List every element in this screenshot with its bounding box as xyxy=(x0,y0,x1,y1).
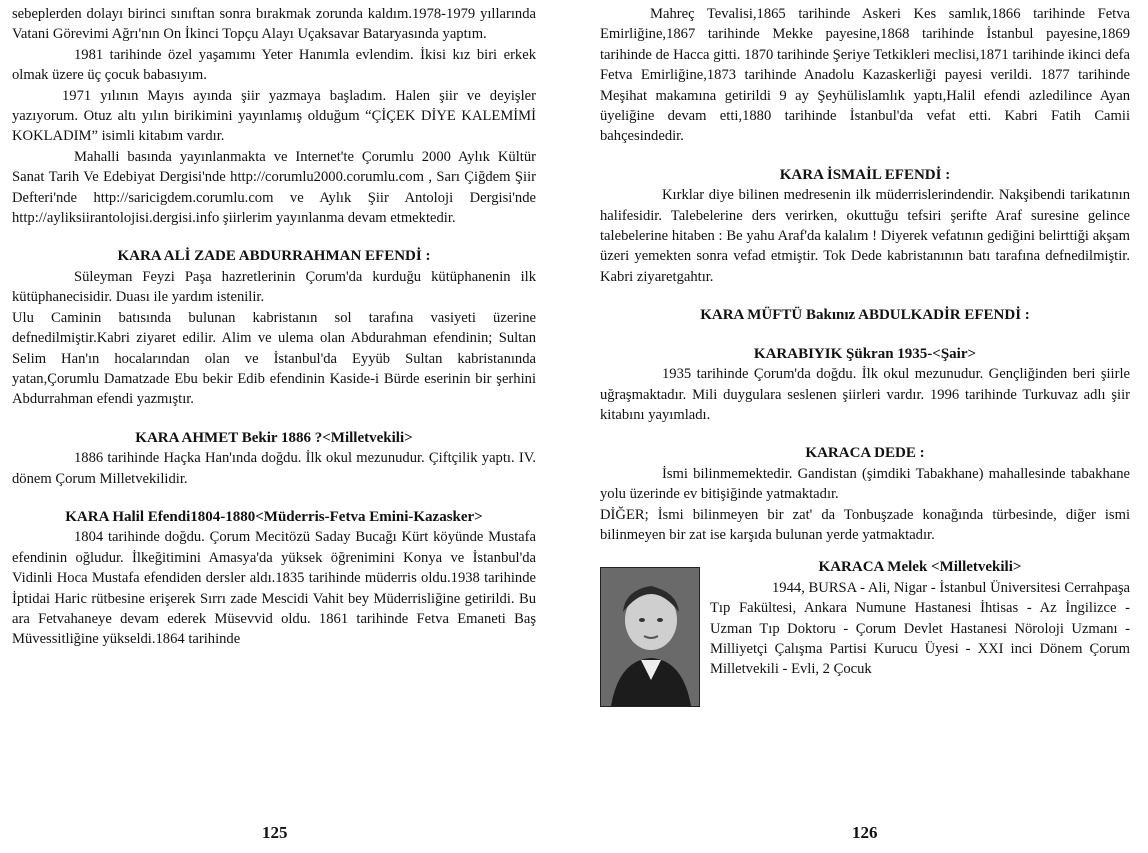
paragraph: 1886 tarihinde Haçka Han'ında doğdu. İlk okul mezunudur. Çiftçilik yaptı. IV. dönem Çorum Milletvekilidir. xyxy=(12,450,536,487)
entry-heading: KARACA DEDE : xyxy=(805,445,925,462)
left-page xyxy=(12,4,536,804)
entry-heading: KARA AHMET Bekir 1886 ?<Milletvekili> xyxy=(135,429,413,446)
entry-heading: KARACA Melek <Milletvekili> xyxy=(818,559,1022,576)
paragraph: Ulu Caminin batısında bulunan kabristanın sol tarafına vasiyeti üzerine defnedilmiştir.Kabri ziyaret edilir. Alim ve ulema olan Abdurahman efendinin; Sultan Selim Han'ın hocalarından olan ve İstanbul'da Eyyüb Sultan kabristanında yatan,Çorumlu Damatzade Ebu bekir Edib efendinin Kaside-i Bürde eserinin bir şerhini Abdurrahman efendi yazmıştır. xyxy=(12,309,536,408)
page-number: 126 xyxy=(852,823,878,842)
page-number: 125 xyxy=(262,823,288,842)
paragraph: Mahalli basında yayınlanmakta ve Internet'te Çorumlu 2000 Aylık Kültür Sanat Tarih Ve Edebiyat Dergisi'nde http://corumlu2000.corumlu.com , Sarı Çiğdem Şiir Defteri'nde http://saricigdem.corumlu.com ve Aylık Şiir Antoloji Dergisi'nde http://ayliksiirantolojisi.dergisi.info şiirlerim yayınlanma devam etmektedir. xyxy=(12,148,536,227)
entry-heading: KARA ALİ ZADE ABDURRAHMAN EFENDİ : xyxy=(117,248,431,265)
paragraph: 1935 tarihinde Çorum'da doğdu. İlk okul mezunudur. Gençliğinden beri şiirle uğraşmaktadır. Mili duygulara seslenen şiirleri vardır. 1996 tarihinde Turkuvaz adlı şiir kitabını yayımladı. xyxy=(600,366,1130,423)
paragraph: DİĞER; İsmi bilinmeyen bir zat' da Tonbuşzade konağında türbesinde, diğer ismi bilinmeyen bir zat ise karşıda bulunan yerde yatmaktadır. xyxy=(600,506,1130,543)
entry-heading: KARA Halil Efendi1804-1880<Müderris-Fetva Emini-Kazasker> xyxy=(65,508,483,525)
entry-heading: KARABIYIK Şükran 1935-<Şair> xyxy=(753,345,977,362)
portrait-photo-icon xyxy=(601,568,699,706)
portrait-photo xyxy=(600,567,700,707)
paragraph: 1971 yılının Mayıs ayında şiir yazmaya başladım. Halen şiir ve deyişler yazıyorum. Otuz altı yılın birikimini yayınlamış olduğum “ÇİÇEK DİYE KALEMİMİ KOKLADIM” isimli kitabım vardır. xyxy=(12,87,536,145)
right-page xyxy=(600,4,1130,804)
entry-heading: KARA MÜFTÜ Bakınız ABDULKADİR EFENDİ : xyxy=(700,307,1030,324)
karaca-entry xyxy=(600,557,1130,679)
paragraph: İsmi bilinmemektedir. Gandistan (şimdiki Tabakhane) mahallesinde tabakhane yolu üzerinde ev bitişiğinde yatmaktadır. xyxy=(600,465,1130,503)
paragraph: sebeplerden dolayı birinci sınıftan sonra bırakmak zorunda kaldım.1978-1979 yıllarında Vatani Görevimi Ağrı'nın On İkinci Topçu Alayı Uçaksavar Bataryasında yaptım. xyxy=(12,6,536,43)
paragraph: Kırklar diye bilinen medresenin ilk müderrislerindendir. Nakşibendi tarikatının halifesidir. Talebelerine ders verirken, okuttuğu tefsiri şerifte Araf suresine gelince talebelerine hitaben : Be yahu Araf'da kalalım ! Diyerek vefatının gediğini belirttiği akşam üzeri yemekten sonra vefad etmiştir. Tok Dede kabristanının batı tarafına defnedilmiştir. Kabri ziyaretgahtır. xyxy=(600,187,1130,285)
paragraph: Mahreç Tevalisi,1865 tarihinde Askeri Kes samlık,1866 tarihinde Fetva Emirliğine,1867 tarihinde Mekke payesine,1868 tarihinde İstanbul payesine,1869 tarihinde de Hacca gitti. 1870 tarihinde Şeriye Tetkikleri meclisi,1871 tarihinde ikinci defa Fetva Emirliğine,1873 tarihinde Anadolu Kazaskerliği payesi verildi. 1877 tarihinde Meşihat makamına getirildi 9 ay Şeyhülislamlık yaptı,Halil efendi azledilince Ayan üyeliğine devam etti,1880 tarihinde İstanbul'da vefat etti. Kabri Fatih Camii bahçesindedir. xyxy=(600,6,1130,145)
entry-heading: KARA İSMAİL EFENDİ : xyxy=(779,166,951,183)
paragraph: 1981 tarihinde özel yaşamımı Yeter Hanımla evlendim. İkisi kız biri erkek olmak üzere üç çocuk babasıyım. xyxy=(12,46,536,84)
paragraph: 1944, BURSA - Ali, Nigar - İstanbul Üniversitesi Cerrahpaşa Tıp Fakültesi, Ankara Numune Hastanesi İhtisas - Az İngilizce - Uzman Tıp Doktoru - Çorum Devlet Hastanesi Nöroloji Uzmanı - Milliyetçi Çalışma Partisi Kurucu Üyesi - XXI inci Dönem Çorum Milletvekili - Evli, 2 Çocuk xyxy=(710,579,1130,678)
paragraph: 1804 tarihinde doğdu. Çorum Mecitözü Saday Bucağı Kürt köyünde Mustafa efendinin oğludur. İlkeğitimini Amasya'da yüksek öğrenimini Konya ve İstanbul'da Vidinli Hoca Mustafa efendiden dersler aldı.1835 tarihinde müderris oldu.1938 tarihinde İptidai Haric rütbesine erişerek Sırrı zade Mescidi Vahit bey Müderrisliğine getirildi. Bu ara Fetvahaneye devam ederek Müsevvid oldu. 1861 tarihinde Fetva Emaneti Baş Müvessitliğine yükseldi.1864 tarihinde xyxy=(12,529,536,648)
paragraph: Süleyman Feyzi Paşa hazretlerinin Çorum'da kurduğu kütüphanenin ilk kütüphanecisidir. Duası ile yardım istenilir. xyxy=(12,268,536,306)
